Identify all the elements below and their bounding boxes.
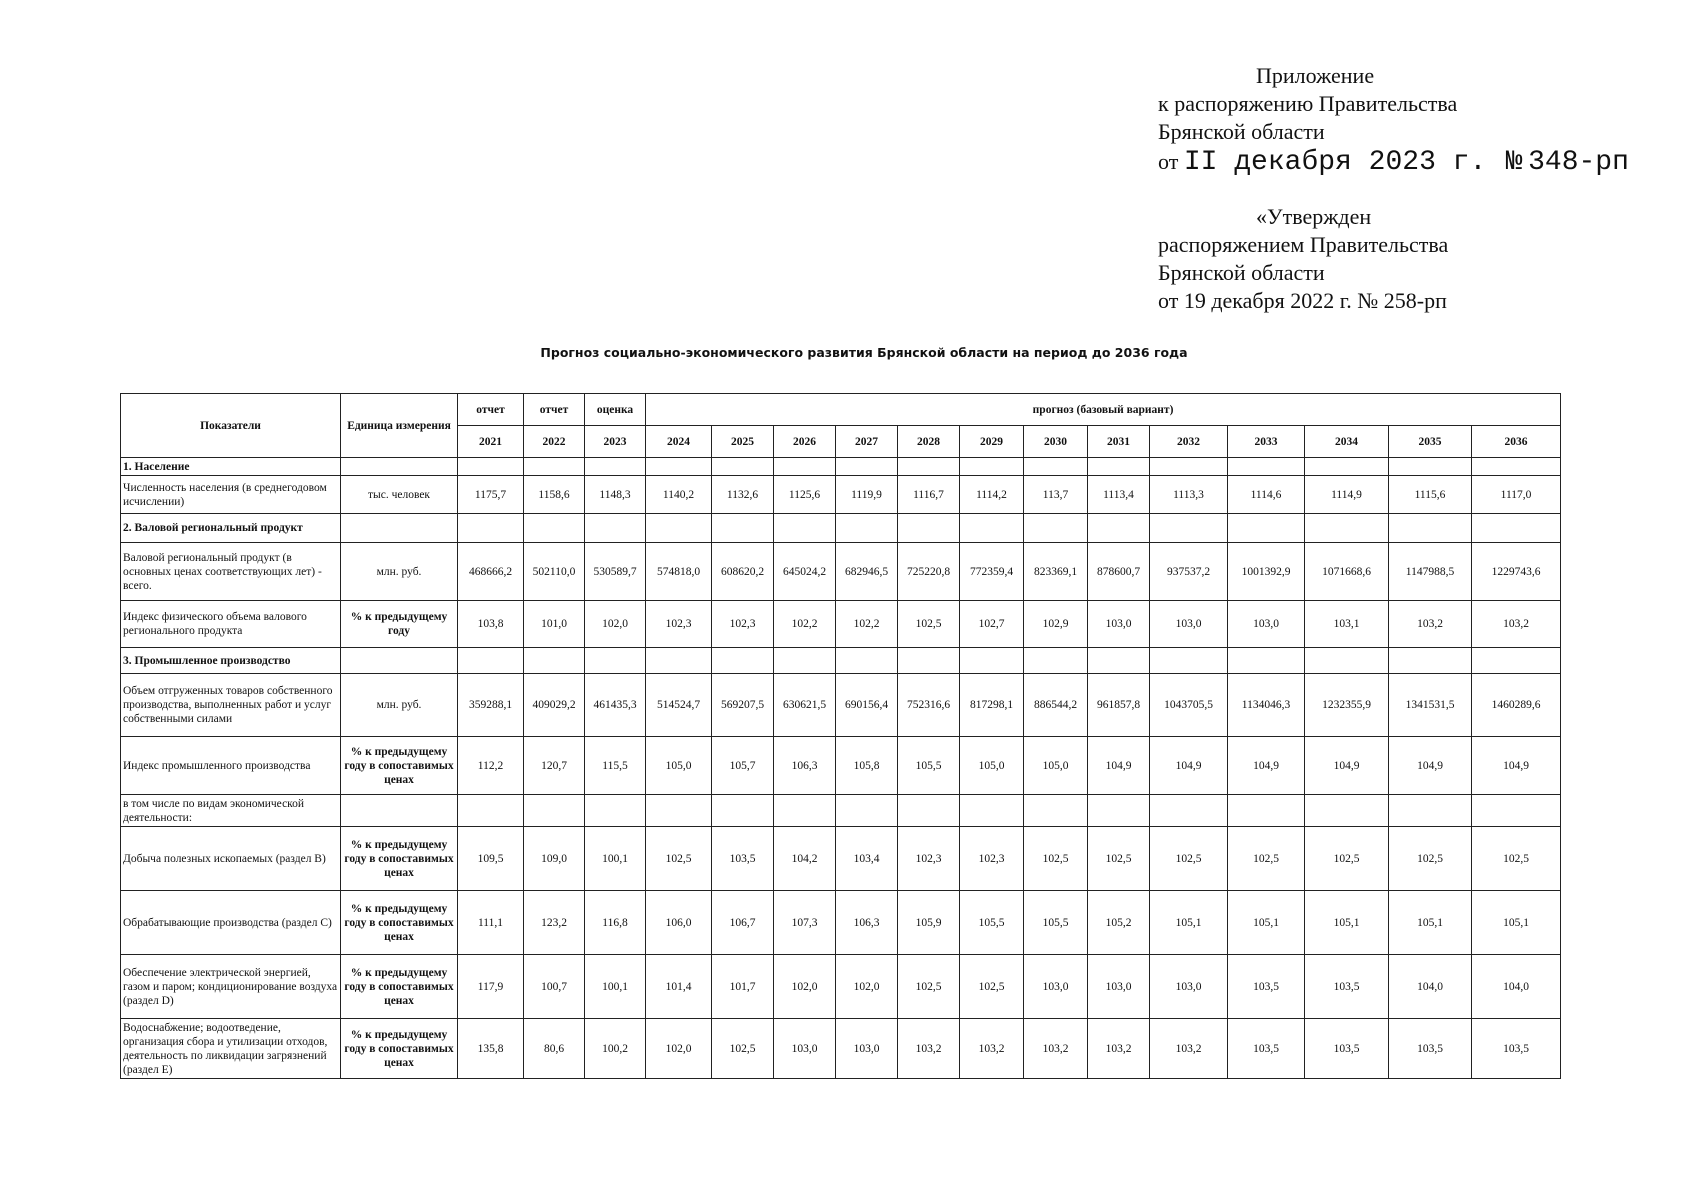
indicator-name: Добыча полезных ископаемых (раздел B) <box>121 827 341 891</box>
value-cell-2022 <box>524 648 585 674</box>
value-cell-2022: 100,7 <box>524 955 585 1019</box>
value-cell-2027 <box>836 458 898 476</box>
value-cell-2024: 102,5 <box>646 827 712 891</box>
value-cell-2032 <box>1150 514 1228 543</box>
value-cell-2030: 823369,1 <box>1024 543 1088 601</box>
value-cell-2024: 1140,2 <box>646 476 712 514</box>
value-cell-2028 <box>898 648 960 674</box>
value-cell-2033: 1134046,3 <box>1228 674 1305 737</box>
value-cell-2026: 645024,2 <box>774 543 836 601</box>
header-year-2028: 2028 <box>898 426 960 458</box>
value-cell-2026 <box>774 648 836 674</box>
value-cell-2028: 103,2 <box>898 1019 960 1079</box>
value-cell-2030: 105,0 <box>1024 737 1088 795</box>
value-cell-2030: 103,0 <box>1024 955 1088 1019</box>
value-cell-2021: 468666,2 <box>458 543 524 601</box>
table-section-row <box>121 514 1561 543</box>
value-cell-2031: 102,5 <box>1088 827 1150 891</box>
value-cell-2035: 103,5 <box>1389 1019 1472 1079</box>
value-cell-2035: 105,1 <box>1389 891 1472 955</box>
value-cell-2027 <box>836 514 898 543</box>
value-cell-2028: 105,5 <box>898 737 960 795</box>
value-cell-2021 <box>458 648 524 674</box>
value-cell-2031: 105,2 <box>1088 891 1150 955</box>
annex-title: Приложение <box>1256 63 1375 88</box>
table-row <box>121 674 1561 737</box>
value-cell-2025: 106,7 <box>712 891 774 955</box>
value-cell-2032: 105,1 <box>1150 891 1228 955</box>
value-cell-2026 <box>774 795 836 827</box>
header-year-2034: 2034 <box>1305 426 1389 458</box>
indicator-unit: млн. руб. <box>341 543 458 601</box>
indicator-unit: % к предыдущему году <box>341 601 458 648</box>
value-cell-2028 <box>898 458 960 476</box>
header-unit: Единица измерения <box>341 394 458 458</box>
value-cell-2021: 112,2 <box>458 737 524 795</box>
value-cell-2025 <box>712 514 774 543</box>
indicator-name: Индекс физического объема валового регионального продукта <box>121 601 341 648</box>
value-cell-2032: 1043705,5 <box>1150 674 1228 737</box>
value-cell-2031: 103,0 <box>1088 955 1150 1019</box>
value-cell-2024 <box>646 514 712 543</box>
value-cell-2033: 103,0 <box>1228 601 1305 648</box>
value-cell-2036 <box>1472 795 1561 827</box>
value-cell-2036: 103,2 <box>1472 601 1561 648</box>
value-cell-2026: 104,2 <box>774 827 836 891</box>
document-title: Прогноз социально-экономического развития Брянской области на период до 2036 года <box>540 345 1188 360</box>
value-cell-2023: 461435,3 <box>585 674 646 737</box>
annex-header <box>1158 62 1629 177</box>
approval-header <box>1158 203 1448 315</box>
indicator-unit: млн. руб. <box>341 674 458 737</box>
value-cell-2023: 530589,7 <box>585 543 646 601</box>
value-cell-2029: 105,5 <box>960 891 1024 955</box>
table-row <box>121 1019 1561 1079</box>
value-cell-2022: 80,6 <box>524 1019 585 1079</box>
value-cell-2024 <box>646 458 712 476</box>
value-cell-2023: 102,0 <box>585 601 646 648</box>
value-cell-2035 <box>1389 795 1472 827</box>
value-cell-2032: 102,5 <box>1150 827 1228 891</box>
header-year-2025: 2025 <box>712 426 774 458</box>
value-cell-2027: 102,0 <box>836 955 898 1019</box>
value-cell-2029 <box>960 795 1024 827</box>
value-cell-2031 <box>1088 648 1150 674</box>
value-cell-2034 <box>1305 514 1389 543</box>
value-cell-2029: 772359,4 <box>960 543 1024 601</box>
value-cell-2033: 1001392,9 <box>1228 543 1305 601</box>
value-cell-2027: 682946,5 <box>836 543 898 601</box>
indicator-unit <box>341 514 458 543</box>
value-cell-2032: 1113,3 <box>1150 476 1228 514</box>
value-cell-2028 <box>898 795 960 827</box>
value-cell-2028: 102,5 <box>898 955 960 1019</box>
value-cell-2025: 102,5 <box>712 1019 774 1079</box>
value-cell-2025 <box>712 795 774 827</box>
header-status-2022: отчет <box>524 394 585 426</box>
indicator-name: 1. Население <box>121 458 341 476</box>
header-year-2023: 2023 <box>585 426 646 458</box>
annex-date-typed: II декабря 2023 г. <box>1183 147 1487 178</box>
value-cell-2033: 104,9 <box>1228 737 1305 795</box>
value-cell-2026 <box>774 458 836 476</box>
value-cell-2033: 102,5 <box>1228 827 1305 891</box>
header-year-2022: 2022 <box>524 426 585 458</box>
value-cell-2034 <box>1305 458 1389 476</box>
value-cell-2023: 100,2 <box>585 1019 646 1079</box>
value-cell-2022: 123,2 <box>524 891 585 955</box>
annex-number-typed: 348-рп <box>1528 147 1629 178</box>
header-year-2021: 2021 <box>458 426 524 458</box>
annex-line-2: к распоряжению Правительства <box>1158 91 1458 116</box>
value-cell-2024 <box>646 795 712 827</box>
header-status-2023: оценка <box>585 394 646 426</box>
indicator-unit: % к предыдущему году в сопоставимых ценах <box>341 737 458 795</box>
indicator-unit: % к предыдущему году в сопоставимых ценах <box>341 1019 458 1079</box>
value-cell-2035: 104,9 <box>1389 737 1472 795</box>
header-year-2032: 2032 <box>1150 426 1228 458</box>
value-cell-2034: 103,5 <box>1305 955 1389 1019</box>
annex-line-3: Брянской области <box>1158 119 1325 144</box>
value-cell-2035 <box>1389 514 1472 543</box>
indicator-name: Валовой региональный продукт (в основных ценах соответствующих лет) - всего. <box>121 543 341 601</box>
value-cell-2029: 102,5 <box>960 955 1024 1019</box>
table-section-row <box>121 795 1561 827</box>
value-cell-2034: 103,1 <box>1305 601 1389 648</box>
value-cell-2034: 104,9 <box>1305 737 1389 795</box>
value-cell-2032 <box>1150 648 1228 674</box>
value-cell-2023 <box>585 795 646 827</box>
value-cell-2036: 104,0 <box>1472 955 1561 1019</box>
value-cell-2021 <box>458 795 524 827</box>
header-status-forecast: прогноз (базовый вариант) <box>646 394 1561 426</box>
value-cell-2021: 1175,7 <box>458 476 524 514</box>
value-cell-2034 <box>1305 795 1389 827</box>
value-cell-2026 <box>774 514 836 543</box>
value-cell-2032: 104,9 <box>1150 737 1228 795</box>
value-cell-2026: 102,0 <box>774 955 836 1019</box>
indicator-unit: тыс. человек <box>341 476 458 514</box>
value-cell-2033: 1114,6 <box>1228 476 1305 514</box>
value-cell-2028: 725220,8 <box>898 543 960 601</box>
value-cell-2030: 103,2 <box>1024 1019 1088 1079</box>
value-cell-2027: 102,2 <box>836 601 898 648</box>
value-cell-2026: 102,2 <box>774 601 836 648</box>
value-cell-2026: 630621,5 <box>774 674 836 737</box>
indicator-name: Обрабатывающие производства (раздел C) <box>121 891 341 955</box>
value-cell-2031 <box>1088 795 1150 827</box>
table-row <box>121 601 1561 648</box>
value-cell-2022 <box>524 514 585 543</box>
value-cell-2035: 104,0 <box>1389 955 1472 1019</box>
value-cell-2023 <box>585 458 646 476</box>
value-cell-2036 <box>1472 458 1561 476</box>
value-cell-2030: 105,5 <box>1024 891 1088 955</box>
value-cell-2024: 102,3 <box>646 601 712 648</box>
approval-line-3: Брянской области <box>1158 260 1325 285</box>
value-cell-2029 <box>960 458 1024 476</box>
value-cell-2033 <box>1228 458 1305 476</box>
indicator-unit: % к предыдущему году в сопоставимых ценах <box>341 827 458 891</box>
annex-date-prefix: от <box>1158 149 1179 174</box>
header-year-2030: 2030 <box>1024 426 1088 458</box>
value-cell-2031 <box>1088 458 1150 476</box>
value-cell-2029: 102,3 <box>960 827 1024 891</box>
table-body <box>121 458 1561 1079</box>
value-cell-2027: 103,0 <box>836 1019 898 1079</box>
value-cell-2035: 1341531,5 <box>1389 674 1472 737</box>
value-cell-2024: 105,0 <box>646 737 712 795</box>
value-cell-2031: 104,9 <box>1088 737 1150 795</box>
approval-line-2: распоряжением Правительства <box>1158 232 1449 257</box>
value-cell-2022 <box>524 795 585 827</box>
value-cell-2028 <box>898 514 960 543</box>
value-cell-2035 <box>1389 458 1472 476</box>
header-year-2026: 2026 <box>774 426 836 458</box>
value-cell-2036: 1460289,6 <box>1472 674 1561 737</box>
value-cell-2021: 359288,1 <box>458 674 524 737</box>
value-cell-2033: 103,5 <box>1228 955 1305 1019</box>
header-year-2024: 2024 <box>646 426 712 458</box>
value-cell-2032: 937537,2 <box>1150 543 1228 601</box>
indicator-name: Индекс промышленного производства <box>121 737 341 795</box>
value-cell-2028: 102,5 <box>898 601 960 648</box>
value-cell-2027 <box>836 648 898 674</box>
value-cell-2024: 574818,0 <box>646 543 712 601</box>
value-cell-2030 <box>1024 458 1088 476</box>
value-cell-2031: 103,0 <box>1088 601 1150 648</box>
value-cell-2021: 109,5 <box>458 827 524 891</box>
value-cell-2021 <box>458 514 524 543</box>
indicator-unit <box>341 458 458 476</box>
value-cell-2025: 569207,5 <box>712 674 774 737</box>
value-cell-2036: 1229743,6 <box>1472 543 1561 601</box>
value-cell-2030 <box>1024 514 1088 543</box>
value-cell-2025: 105,7 <box>712 737 774 795</box>
annex-date-line <box>1158 148 1629 177</box>
value-cell-2033 <box>1228 514 1305 543</box>
value-cell-2036: 1117,0 <box>1472 476 1561 514</box>
value-cell-2024: 514524,7 <box>646 674 712 737</box>
value-cell-2035 <box>1389 648 1472 674</box>
annex-number-prefix: № <box>1505 147 1523 178</box>
value-cell-2023: 115,5 <box>585 737 646 795</box>
value-cell-2022: 101,0 <box>524 601 585 648</box>
value-cell-2030: 886544,2 <box>1024 674 1088 737</box>
value-cell-2030: 102,5 <box>1024 827 1088 891</box>
indicator-name: в том числе по видам экономической деятельности: <box>121 795 341 827</box>
value-cell-2023: 100,1 <box>585 955 646 1019</box>
value-cell-2030: 113,7 <box>1024 476 1088 514</box>
value-cell-2026: 103,0 <box>774 1019 836 1079</box>
indicator-name: Водоснабжение; водоотведение, организация сбора и утилизации отходов, деятельность по ликвидации загрязнений (раздел E) <box>121 1019 341 1079</box>
value-cell-2036 <box>1472 648 1561 674</box>
value-cell-2028: 752316,6 <box>898 674 960 737</box>
value-cell-2029: 103,2 <box>960 1019 1024 1079</box>
header-year-2036: 2036 <box>1472 426 1561 458</box>
value-cell-2022: 409029,2 <box>524 674 585 737</box>
header-year-2033: 2033 <box>1228 426 1305 458</box>
value-cell-2032: 103,2 <box>1150 1019 1228 1079</box>
value-cell-2023: 100,1 <box>585 827 646 891</box>
value-cell-2027: 106,3 <box>836 891 898 955</box>
header-indicator: Показатели <box>121 394 341 458</box>
value-cell-2027 <box>836 795 898 827</box>
value-cell-2031: 961857,8 <box>1088 674 1150 737</box>
value-cell-2021 <box>458 458 524 476</box>
value-cell-2025 <box>712 648 774 674</box>
value-cell-2024: 101,4 <box>646 955 712 1019</box>
value-cell-2026: 106,3 <box>774 737 836 795</box>
value-cell-2028: 102,3 <box>898 827 960 891</box>
indicator-name: Объем отгруженных товаров собственного производства, выполненных работ и услуг собственными силами <box>121 674 341 737</box>
indicator-name: 2. Валовой региональный продукт <box>121 514 341 543</box>
value-cell-2036: 105,1 <box>1472 891 1561 955</box>
table-row <box>121 955 1561 1019</box>
value-cell-2033: 103,5 <box>1228 1019 1305 1079</box>
value-cell-2035: 1115,6 <box>1389 476 1472 514</box>
value-cell-2022 <box>524 458 585 476</box>
value-cell-2022: 502110,0 <box>524 543 585 601</box>
approval-title: «Утвержден <box>1256 204 1372 229</box>
indicator-name: Обеспечение электрической энергией, газом и паром; кондиционирование воздуха (раздел D) <box>121 955 341 1019</box>
value-cell-2029: 102,7 <box>960 601 1024 648</box>
value-cell-2030: 102,9 <box>1024 601 1088 648</box>
value-cell-2032 <box>1150 458 1228 476</box>
value-cell-2026: 1125,6 <box>774 476 836 514</box>
value-cell-2034: 103,5 <box>1305 1019 1389 1079</box>
value-cell-2023: 116,8 <box>585 891 646 955</box>
value-cell-2032: 103,0 <box>1150 955 1228 1019</box>
indicator-name: 3. Промышленное производство <box>121 648 341 674</box>
value-cell-2022: 109,0 <box>524 827 585 891</box>
value-cell-2035: 1147988,5 <box>1389 543 1472 601</box>
value-cell-2029: 1114,2 <box>960 476 1024 514</box>
indicator-unit <box>341 795 458 827</box>
value-cell-2030 <box>1024 795 1088 827</box>
value-cell-2026: 107,3 <box>774 891 836 955</box>
indicator-unit: % к предыдущему году в сопоставимых ценах <box>341 891 458 955</box>
table-section-row <box>121 648 1561 674</box>
value-cell-2033: 105,1 <box>1228 891 1305 955</box>
value-cell-2031: 1113,4 <box>1088 476 1150 514</box>
table-row <box>121 827 1561 891</box>
value-cell-2034: 102,5 <box>1305 827 1389 891</box>
value-cell-2025: 103,5 <box>712 827 774 891</box>
indicator-unit: % к предыдущему году в сопоставимых ценах <box>341 955 458 1019</box>
value-cell-2034 <box>1305 648 1389 674</box>
value-cell-2029: 105,0 <box>960 737 1024 795</box>
header-year-2031: 2031 <box>1088 426 1150 458</box>
value-cell-2027: 103,4 <box>836 827 898 891</box>
header-year-2029: 2029 <box>960 426 1024 458</box>
value-cell-2025: 608620,2 <box>712 543 774 601</box>
value-cell-2036 <box>1472 514 1561 543</box>
value-cell-2028: 1116,7 <box>898 476 960 514</box>
value-cell-2025: 1132,6 <box>712 476 774 514</box>
value-cell-2034: 1114,9 <box>1305 476 1389 514</box>
forecast-table <box>120 393 1561 1079</box>
header-year-2035: 2035 <box>1389 426 1472 458</box>
header-year-2027: 2027 <box>836 426 898 458</box>
value-cell-2033 <box>1228 648 1305 674</box>
value-cell-2025: 101,7 <box>712 955 774 1019</box>
value-cell-2036: 102,5 <box>1472 827 1561 891</box>
value-cell-2021: 135,8 <box>458 1019 524 1079</box>
table-section-row <box>121 458 1561 476</box>
value-cell-2034: 1232355,9 <box>1305 674 1389 737</box>
value-cell-2023: 1148,3 <box>585 476 646 514</box>
value-cell-2028: 105,9 <box>898 891 960 955</box>
value-cell-2022: 1158,6 <box>524 476 585 514</box>
value-cell-2024: 106,0 <box>646 891 712 955</box>
table-row <box>121 737 1561 795</box>
header-status-2021: отчет <box>458 394 524 426</box>
value-cell-2027: 105,8 <box>836 737 898 795</box>
value-cell-2031: 103,2 <box>1088 1019 1150 1079</box>
value-cell-2034: 105,1 <box>1305 891 1389 955</box>
value-cell-2024 <box>646 648 712 674</box>
value-cell-2021: 103,8 <box>458 601 524 648</box>
value-cell-2021: 117,9 <box>458 955 524 1019</box>
approval-line-4: от 19 декабря 2022 г. № 258-рп <box>1158 288 1447 313</box>
value-cell-2027: 1119,9 <box>836 476 898 514</box>
value-cell-2025: 102,3 <box>712 601 774 648</box>
value-cell-2025 <box>712 458 774 476</box>
indicator-unit <box>341 648 458 674</box>
value-cell-2029: 817298,1 <box>960 674 1024 737</box>
indicator-name: Численность населения (в среднегодовом исчислении) <box>121 476 341 514</box>
value-cell-2027: 690156,4 <box>836 674 898 737</box>
value-cell-2035: 103,2 <box>1389 601 1472 648</box>
value-cell-2031 <box>1088 514 1150 543</box>
value-cell-2029 <box>960 648 1024 674</box>
value-cell-2022: 120,7 <box>524 737 585 795</box>
value-cell-2032 <box>1150 795 1228 827</box>
value-cell-2032: 103,0 <box>1150 601 1228 648</box>
value-cell-2035: 102,5 <box>1389 827 1472 891</box>
value-cell-2021: 111,1 <box>458 891 524 955</box>
value-cell-2036: 103,5 <box>1472 1019 1561 1079</box>
value-cell-2031: 878600,7 <box>1088 543 1150 601</box>
table-row <box>121 476 1561 514</box>
value-cell-2033 <box>1228 795 1305 827</box>
value-cell-2036: 104,9 <box>1472 737 1561 795</box>
value-cell-2034: 1071668,6 <box>1305 543 1389 601</box>
value-cell-2024: 102,0 <box>646 1019 712 1079</box>
value-cell-2030 <box>1024 648 1088 674</box>
value-cell-2029 <box>960 514 1024 543</box>
value-cell-2023 <box>585 648 646 674</box>
table-row <box>121 891 1561 955</box>
header-row-status <box>121 394 1561 426</box>
value-cell-2023 <box>585 514 646 543</box>
table-row <box>121 543 1561 601</box>
